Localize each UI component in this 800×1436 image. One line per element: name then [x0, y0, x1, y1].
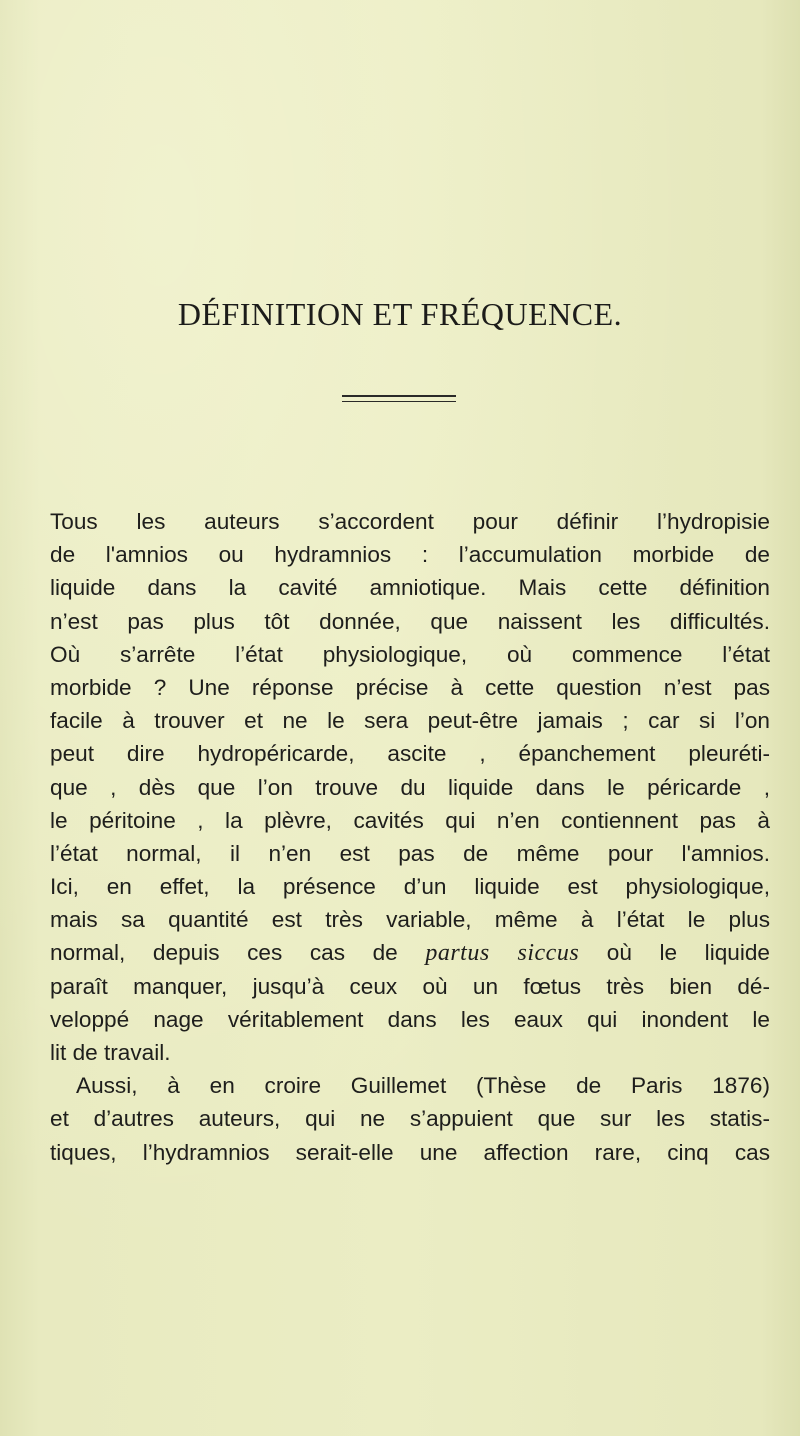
- text-line: morbide ? Une réponse précise à cette question n’est pas: [50, 674, 770, 700]
- italic-term: partus siccus: [425, 940, 580, 967]
- text-line: de l'amnios ou hydramnios : l’accumulation morbide de: [50, 542, 770, 568]
- text-segment: normal, depuis ces cas de: [50, 940, 426, 966]
- text-line: peut dire hydropéricarde, ascite , épanchement pleuréti-: [50, 741, 770, 767]
- text-segment: où le liquide: [579, 940, 770, 966]
- text-line: facile à trouver et ne le sera peut-être jamais ; car si l’on: [50, 708, 770, 734]
- text-line: mais sa quantité est très variable, même à l’état le plus: [50, 907, 770, 933]
- text-line: paraît manquer, jusqu’à ceux où un fœtus très bien dé-: [50, 973, 770, 999]
- paragraph-end-line: lit de travail.: [50, 1040, 171, 1065]
- text-line: Où s’arrête l’état physiologique, où commence l’état: [50, 641, 770, 667]
- text-line: n’est pas plus tôt donnée, que naissent les difficultés.: [50, 608, 770, 634]
- text-line: veloppé nage véritablement dans les eaux qui inondent le: [50, 1006, 770, 1032]
- section-heading: DÉFINITION ET FRÉQUENCE.: [177, 296, 623, 332]
- text-line: liquide dans la cavité amniotique. Mais cette définition: [50, 575, 770, 601]
- text-line: que , dès que l’on trouve du liquide dans le péricarde ,: [50, 774, 770, 800]
- text-line: Ici, en effet, la présence d’un liquide est physiologique,: [50, 874, 770, 900]
- text-line: le péritoine , la plèvre, cavités qui n’en contiennent pas à: [50, 807, 770, 833]
- text-line: et d’autres auteurs, qui ne s’appuient que sur les statis-: [50, 1106, 770, 1132]
- text-line: Tous les auteurs s’accordent pour définir l’hydropisie: [50, 509, 770, 534]
- body-text: [50, 505, 770, 1169]
- text-line: tiques, l’hydramnios serait-elle une affection rare, cinq cas: [50, 1139, 770, 1165]
- decorative-rule: [342, 395, 456, 402]
- text-line: Aussi, à en croire Guillemet (Thèse de Paris 1876): [76, 1073, 770, 1099]
- text-line: l’état normal, il n’en est pas de même pour l'amnios.: [50, 840, 770, 866]
- text-line-with-italic: [50, 936, 770, 969]
